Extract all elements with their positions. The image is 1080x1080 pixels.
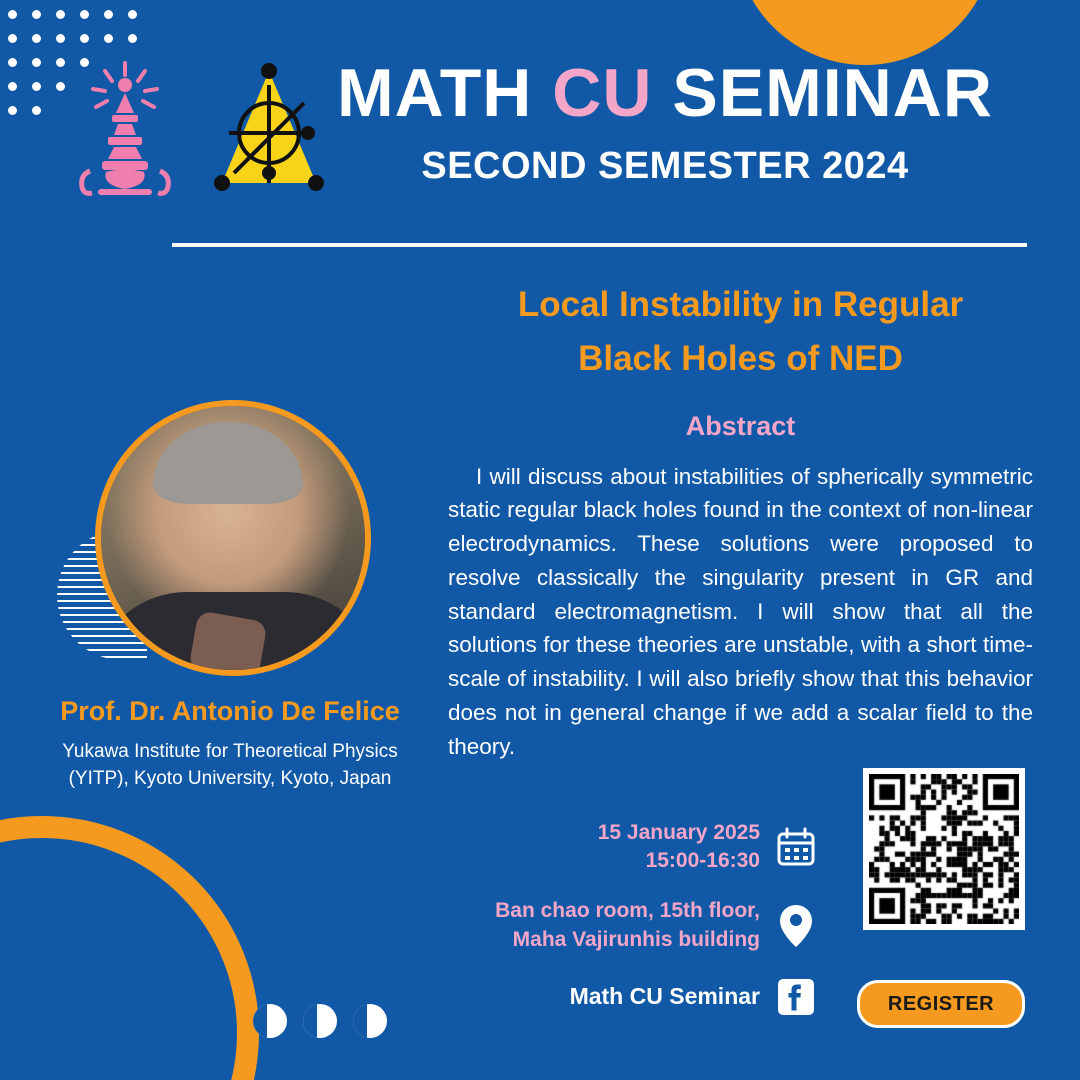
page-title — [280, 55, 1050, 131]
speaker-affiliation — [30, 739, 430, 792]
title-part-seminar: SEMINAR — [652, 55, 993, 131]
speaker-block — [30, 400, 430, 792]
venue-line-2: Maha Vajirunhis building — [512, 927, 760, 951]
venue-line-1: Ban chao room, 15th floor, — [495, 899, 760, 923]
halfmoon-icon — [353, 1004, 387, 1038]
venue-row — [438, 897, 818, 954]
talk-title-line-2: Black Holes of NED — [578, 339, 903, 379]
orange-ring-decoration — [0, 816, 259, 1080]
talk-title-line-1: Local Instability in Regular — [517, 285, 964, 324]
title-part-math: MATH — [337, 55, 553, 131]
map-pin-icon — [774, 902, 818, 950]
halfmoon-decoration-group — [253, 1004, 387, 1038]
portrait-collar — [188, 610, 267, 676]
register-button[interactable]: REGISTER — [857, 980, 1025, 1028]
event-date: 15 January 2025 — [597, 820, 760, 844]
datetime-row — [438, 819, 818, 876]
datetime-text — [598, 819, 760, 876]
abstract-label: Abstract — [685, 410, 796, 441]
calendar-icon — [774, 826, 818, 868]
title-part-cu: CU — [552, 55, 653, 131]
event-info — [438, 819, 818, 1018]
registration-qr-code[interactable] — [863, 768, 1025, 930]
venue-text — [495, 897, 760, 954]
facebook-page-name: Math CU Seminar — [569, 983, 760, 1010]
semester-subtitle: SECOND SEMESTER 2024 — [421, 145, 909, 188]
speaker-photo-wrap — [95, 400, 365, 670]
talk-block — [448, 278, 1033, 763]
speaker-affiliation-line-1: Yukawa Institute for Theoretical Physics — [62, 741, 398, 762]
abstract-text: I will discuss about instabilities of spherically symmetric static regular black holes found in the context of non-linear electrodynamics. These solutions were proposed to resolve classically the singularity present in GR and standard electromagnetism. I will show that all the solutions for these theories are unstable, with a short time-scale of instability. I will also briefly show that this behavior does not in general change if we add a scalar field to the theory. — [448, 463, 1033, 759]
chulalongkorn-university-emblem-icon — [60, 55, 190, 210]
talk-title — [448, 278, 1033, 387]
halfmoon-icon — [253, 1004, 287, 1038]
header-divider — [172, 243, 1027, 247]
facebook-icon[interactable] — [774, 976, 818, 1018]
qr-canvas — [869, 774, 1019, 924]
speaker-affiliation-line-2: (YITP), Kyoto University, Kyoto, Japan — [68, 767, 392, 789]
facebook-row[interactable] — [438, 976, 818, 1018]
speaker-name: Prof. Dr. Antonio De Felice — [60, 696, 400, 726]
avatar — [95, 400, 371, 676]
halfmoon-icon — [303, 1004, 337, 1038]
title-block — [280, 55, 1050, 188]
poster-header — [0, 0, 1080, 240]
event-time: 15:00-16:30 — [645, 848, 760, 872]
